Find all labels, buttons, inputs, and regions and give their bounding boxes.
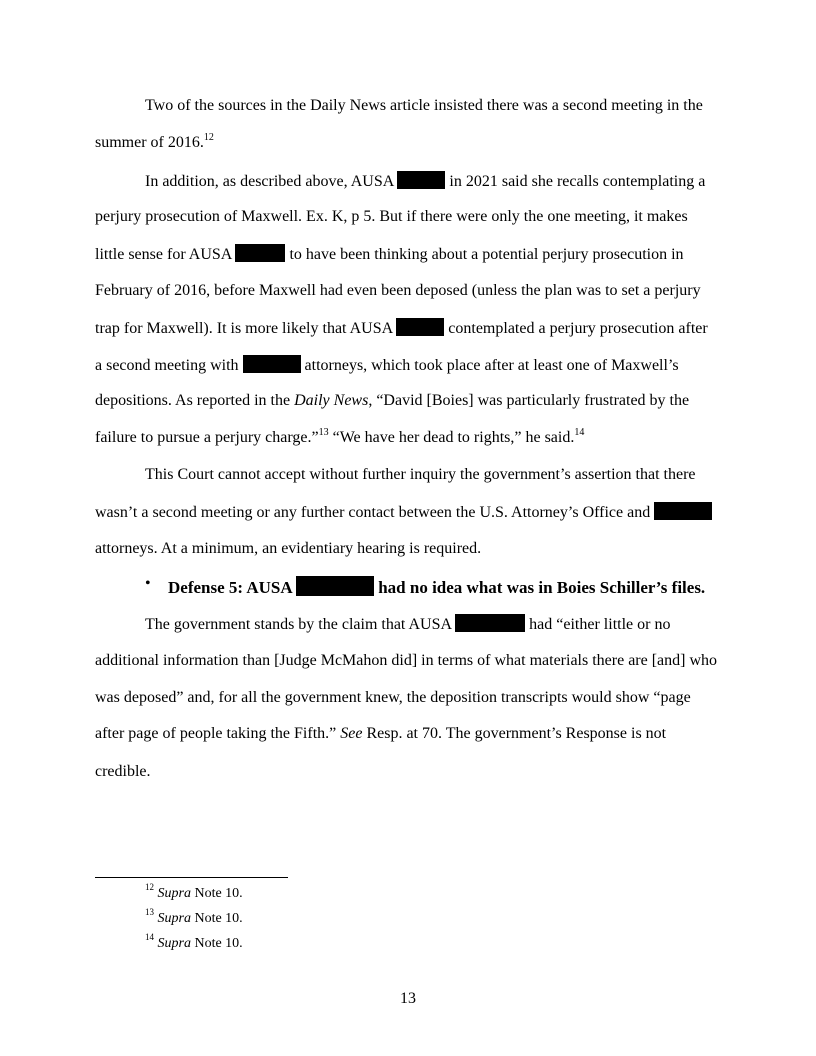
page-number: 13 [400, 990, 416, 1007]
text-run: contemplated a perjury prosecution after [448, 320, 708, 337]
text-run: in 2021 said she recalls contemplating a [449, 173, 706, 190]
italic-publication-name: Daily News [294, 392, 369, 409]
text-run: failure to pursue a perjury charge.” [95, 429, 319, 446]
body-text-line: was deposed” and, for all the government knew, the deposition transcripts would show “page [95, 689, 691, 706]
body-text-line [145, 171, 705, 192]
footnote-italic: Supra [157, 886, 191, 901]
redaction-box [396, 318, 444, 336]
redaction-box [654, 502, 712, 520]
footnote-number: 12 [145, 882, 154, 893]
footnote-separator [95, 877, 288, 878]
bullet-icon: • [145, 575, 151, 592]
text-run: to have been thinking about a potential perjury prosecution in [289, 246, 684, 263]
body-text-line [95, 318, 708, 339]
text-run: In addition, as described above, AUSA [145, 173, 394, 190]
body-text-line: Two of the sources in the Daily News article insisted there was a second meeting in the [145, 97, 703, 114]
body-text-line: credible. [95, 763, 151, 780]
text-run: Resp. at 70. The government’s Response is not [362, 725, 667, 742]
footnote [145, 907, 243, 928]
footnote-text: Note 10. [190, 936, 243, 951]
footnote-ref: 14 [574, 426, 585, 438]
text-run: The government stands by the claim that AUSA [145, 616, 452, 633]
body-text-line: attorneys. At a minimum, an evidentiary hearing is required. [95, 540, 482, 557]
text-run: summer of 2016. [95, 134, 204, 151]
footnote-text: Note 10. [190, 911, 243, 926]
text-run: “We have her dead to rights,” he said. [328, 429, 575, 446]
footnote-italic: Supra [157, 911, 191, 926]
text-run: trap for Maxwell). It is more likely that AUSA [95, 320, 393, 337]
text-run: , “David [Boies] was particularly frustrated by the [368, 392, 690, 409]
footnote-number: 13 [145, 907, 154, 918]
text-run: depositions. As reported in the [95, 392, 291, 409]
redaction-box [296, 576, 374, 596]
body-text-line: This Court cannot accept without further inquiry the government’s assertion that there [145, 466, 696, 483]
body-text-line [95, 133, 214, 153]
body-text-line: additional information than [Judge McMahon did] in terms of what materials there are [and] who [95, 652, 718, 669]
body-text-line [95, 428, 584, 448]
text-run: attorneys, which took place after at least one of Maxwell’s [304, 357, 679, 374]
footnote-ref: 13 [318, 426, 329, 438]
body-text-line [95, 391, 689, 411]
section-heading [168, 576, 705, 598]
footnote [145, 932, 243, 953]
heading-text: Defense 5: AUSA [168, 578, 292, 597]
footnote-text: Note 10. [190, 886, 243, 901]
body-text-line [95, 502, 712, 523]
footnote-ref: 12 [203, 131, 214, 143]
redaction-box [243, 355, 301, 373]
body-text-line [95, 355, 679, 376]
body-text-line [95, 244, 684, 265]
footnote-number: 14 [145, 932, 154, 943]
body-text-line [95, 724, 666, 744]
italic-signal: See [340, 725, 363, 742]
text-run: little sense for AUSA [95, 246, 232, 263]
body-text-line [145, 614, 670, 635]
footnote-italic: Supra [157, 936, 191, 951]
text-run: a second meeting with [95, 357, 239, 374]
text-run: wasn’t a second meeting or any further contact between the U.S. Attorney’s Office and [95, 504, 651, 521]
text-run: after page of people taking the Fifth.” [95, 725, 337, 742]
heading-text: had no idea what was in Boies Schiller’s files. [378, 578, 706, 597]
footnote [145, 882, 243, 903]
redaction-box [397, 171, 445, 189]
body-text-line: February of 2016, before Maxwell had even been deposed (unless the plan was to set a perjury [95, 282, 701, 299]
redaction-box [235, 244, 285, 262]
redaction-box [455, 614, 525, 632]
body-text-line: perjury prosecution of Maxwell. Ex. K, p 5. But if there were only the one meeting, it makes [95, 208, 688, 225]
text-run: had “either little or no [529, 616, 671, 633]
